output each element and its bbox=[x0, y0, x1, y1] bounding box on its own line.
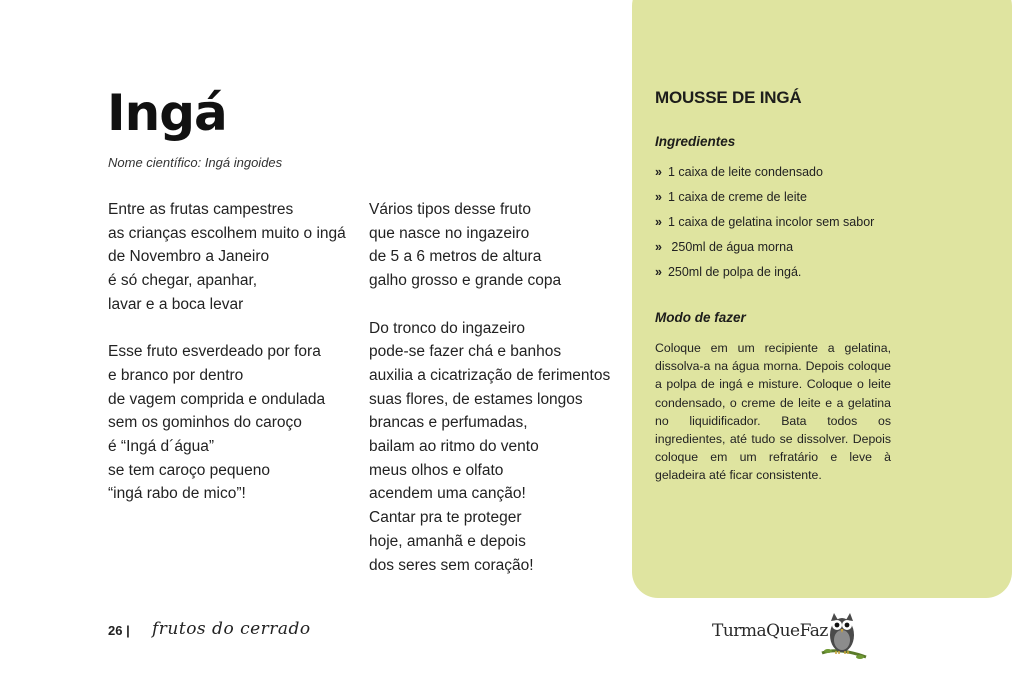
poem-line: Vários tipos desse fruto bbox=[369, 201, 531, 218]
poem-line: é só chegar, apanhar, bbox=[108, 272, 258, 290]
ingredient-item bbox=[655, 260, 874, 285]
ingredient-text: 1 caixa de creme de leite bbox=[667, 190, 807, 204]
poem-line: Esse fruto esverdeado por fora bbox=[108, 343, 321, 361]
ingredient-text: 250ml de polpa de ingá. bbox=[667, 265, 802, 279]
poem-line: acendem uma canção! bbox=[369, 485, 526, 503]
ingredients-list bbox=[655, 160, 874, 285]
method-heading: Modo de fazer bbox=[655, 310, 746, 325]
poem-line: meus olhos e olfato bbox=[369, 461, 504, 479]
poem-line: lavar e a boca levar bbox=[108, 295, 244, 313]
bullet-marker: » bbox=[655, 265, 662, 279]
poem-line: é “Ingá d´água” bbox=[108, 438, 214, 456]
poem-line: suas flores, de estames longos bbox=[369, 390, 583, 408]
scientific-name: Nome científico: Ingá ingoides bbox=[108, 155, 283, 170]
poem-line: e branco por dentro bbox=[108, 366, 244, 384]
ingredient-item bbox=[655, 210, 874, 235]
ingredient-text: 1 caixa de leite condensado bbox=[667, 165, 823, 179]
publisher-logo bbox=[712, 607, 872, 665]
bullet-marker: » bbox=[655, 190, 662, 204]
poem-right-column bbox=[369, 198, 610, 577]
poem-line: “ingá rabo de mico”! bbox=[108, 485, 246, 503]
recipe-title: MOUSSE DE INGÁ bbox=[655, 88, 802, 107]
poem-line: de vagem comprida e ondulada bbox=[108, 390, 326, 408]
owl-icon bbox=[818, 607, 870, 663]
stanza-break bbox=[108, 317, 346, 341]
poem-line: auxilia a cicatrização de ferimentos bbox=[369, 366, 611, 384]
ingredient-item bbox=[655, 185, 874, 210]
bullet-marker: » bbox=[655, 165, 662, 179]
poem-line: Do tronco do ingazeiro bbox=[369, 319, 525, 337]
ingredients-heading: Ingredientes bbox=[655, 134, 736, 149]
poem-line: Cantar pra te proteger bbox=[369, 509, 522, 527]
poem-line: de 5 a 6 metros de altura bbox=[369, 248, 542, 266]
poem-line: bailam ao ritmo do vento bbox=[369, 438, 539, 456]
method-text: Coloque em um recipiente a gelatina, dissolva-a na água morna. Depois coloque a polpa de ingá e misture. Coloque o leite condensado, o creme de leite e a gelatina no liquidificador. Bata todos os ingredientes, até tudo se dissolver. Depois coloque em um refratário e leve à geladeira até ficar consistente. bbox=[655, 341, 891, 483]
poem-line: hoje, amanhã e depois bbox=[369, 532, 526, 550]
bullet-marker: » bbox=[655, 215, 662, 229]
page-number: 26 | bbox=[108, 623, 130, 638]
poem-line: brancas e perfumadas, bbox=[369, 414, 528, 432]
bullet-marker: » bbox=[655, 240, 662, 254]
ingredient-text: 250ml de água morna bbox=[667, 240, 794, 254]
page-title: Ingá bbox=[107, 84, 227, 142]
ingredient-text: 1 caixa de gelatina incolor sem sabor bbox=[667, 215, 875, 229]
poem-line: sem os gominhos do caroço bbox=[108, 414, 302, 432]
poem-line: de Novembro a Janeiro bbox=[108, 248, 270, 266]
poem-line: galho grosso e grande copa bbox=[369, 272, 562, 290]
poem-line: que nasce no ingazeiro bbox=[369, 224, 530, 242]
poem-left-column bbox=[108, 198, 346, 506]
poem-line: as crianças escolhem muito o ingá bbox=[108, 224, 346, 242]
ingredient-item bbox=[655, 235, 874, 260]
ingredient-item bbox=[655, 160, 874, 185]
poem-line: pode-se fazer chá e banhos bbox=[369, 343, 562, 361]
stanza-break bbox=[369, 293, 610, 317]
poem-line: se tem caroço pequeno bbox=[108, 461, 270, 479]
poem-line: Entre as frutas campestres bbox=[108, 201, 294, 218]
book-title: frutos do cerrado bbox=[152, 619, 311, 639]
poem-line: dos seres sem coração! bbox=[369, 556, 534, 574]
logo-text: TurmaQueFaz bbox=[712, 621, 828, 641]
